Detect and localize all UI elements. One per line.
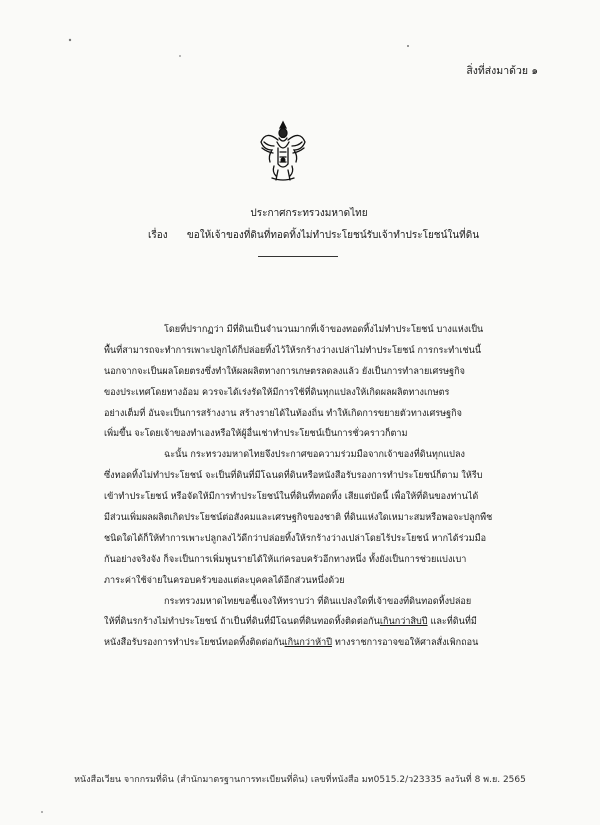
paragraph-line: ชนิดใดได้ก็ให้ทำการเพาะปลูกลงไว้ดีกว่าปล่อยทิ้งให้รกร้างว่างเปล่าโดยไร้ประโยชน์ หากได้ร่วมมือ [104, 533, 487, 544]
text-segment: ทางราชการอาจขอให้ศาลสั่งเพิกถอน [331, 638, 479, 649]
paragraph-line: ภาระค่าใช้จ่ายในครอบครัวของแต่ละบุคคลได้อีกส่วนหนึ่งด้วย [104, 575, 345, 586]
announcement-title: ประกาศกระทรวงมหาดไทย [250, 208, 368, 219]
paragraph-line: อย่างเต็มที่ อันจะเป็นการสร้างงาน สร้างรายได้ในท้องถิ่น ทำให้เกิดการขยายตัวทางเศรษฐกิจ [104, 408, 462, 419]
paragraph-line: ซึ่งทอดทิ้งไม่ทำประโยชน์ จะเป็นที่ดินที่มีโฉนดที่ดินหรือหนังสือรับรองการทำประโยชน์ก็ตาม ให้รีบ [104, 471, 483, 482]
title-divider [258, 256, 338, 257]
paragraph-line [104, 612, 516, 633]
paragraph-line: โดยที่ปรากฏว่า มีที่ดินเป็นจำนวนมากที่เจ้าของทอดทิ้งไม่ทำประโยชน์ บางแห่งเป็น [164, 325, 484, 335]
document-body [104, 320, 516, 654]
subject-label: เรื่อง [148, 230, 168, 241]
subject-line [148, 228, 479, 243]
paragraph-line: เข้าทำประโยชน์ หรือจัดให้มีการทำประโยชน์ในที่ดินที่ทอดทิ้ง เสียแต่บัดนี้ เพื่อให้ที่ดินของท่านได้ [104, 492, 479, 503]
text-segment: หนังสือรับรองการทำประโยชน์ทอดทิ้งติดต่อกัน [104, 638, 285, 649]
paragraph-line: กันอย่างจริงจัง ก็จะเป็นการเพิ่มพูนรายได้ให้แก่ครอบครัวอีกทางหนึ่ง ทั้งยังเป็นการช่วยแบ่งเบา [104, 554, 467, 565]
paragraph-line: นอกจากจะเป็นผลโดยตรงซึ่งทำให้ผลผลิตทางการเกษตรลดลงแล้ว ยังเป็นการทำลายเศรษฐกิจ [104, 366, 465, 377]
garuda-emblem-icon [258, 120, 308, 182]
paragraph-line: กระทรวงมหาดไทยขอชี้แจงให้ทราบว่า ที่ดินแปลงใดที่เจ้าของที่ดินทอดทิ้งปล่อย [164, 596, 472, 607]
text-segment: ให้ที่ดินรกร้างไม่ทำประโยชน์ ถ้าเป็นที่ดินที่มีโฉนดที่ดินทอดทิ้งติดต่อกัน [104, 617, 380, 628]
paragraph-line [104, 633, 516, 654]
paragraph-line: พื้นที่สามารถจะทำการเพาะปลูกได้ก็ปล่อยทิ้งไว้ให้รกร้างว่างเปล่าไม่ทำประโยชน์ การกระทำเช่นนี้ [104, 345, 482, 356]
subject-text: ขอให้เจ้าของที่ดินที่ทอดทิ้งไม่ทำประโยชน์รับเจ้าทำประโยชน์ในที่ดิน [186, 230, 480, 241]
underlined-term: เกินกว่าสิบปี [379, 617, 428, 628]
paragraph-line: เพิ่มขึ้น จะโดยเจ้าของทำเองหรือให้ผู้อื่นเช่าทำประโยชน์เป็นการชั่วคราวก็ตาม [104, 429, 408, 440]
paragraph-line: มีส่วนเพิ่มผลผลิตเกิดประโยชน์ต่อสังคมและเศรษฐกิจของชาติ ที่ดินแห่งใดเหมาะสมหรือพอจะปลูกพืช [104, 513, 493, 524]
paragraph-line: ฉะนั้น กระทรวงมหาดไทยจึงประกาศขอความร่วมมือจากเจ้าของที่ดินทุกแปลง [164, 450, 465, 461]
footer-reference: หนังสือเวียน จากกรมที่ดิน (สำนักมาตรฐานการทะเบียนที่ดิน) เลขที่หนังสือ มท0515.2/ว23335 ลงวันที่ 8 พ.ย. 2565 [74, 775, 526, 785]
attachment-label: สิ่งที่ส่งมาด้วย ๑ [466, 65, 538, 77]
underlined-term: เกินกว่าห้าปี [284, 638, 332, 649]
text-segment: และที่ดินที่มี [427, 617, 477, 628]
paragraph-line: ของประเทศโดยทางอ้อม ควรจะได้เร่งรัดให้มีการใช้ที่ดินทุกแปลงให้เกิดผลผลิตทางเกษตร [104, 387, 450, 398]
